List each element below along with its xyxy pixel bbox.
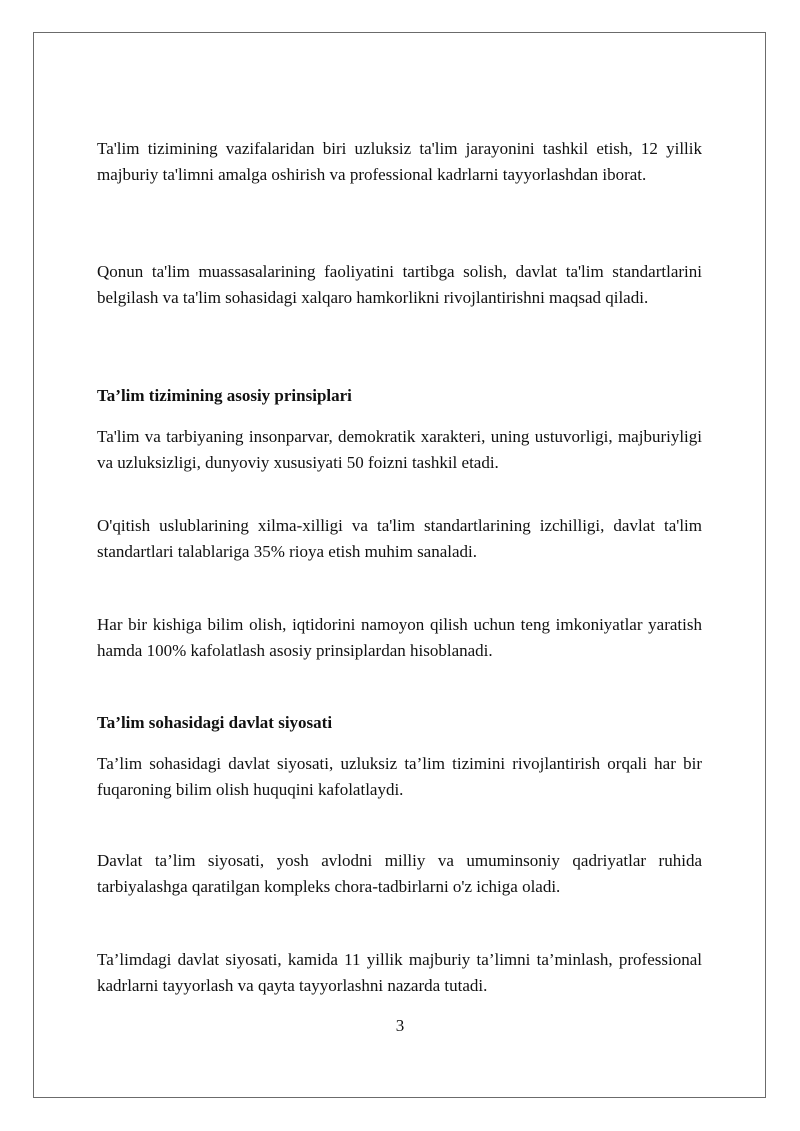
heading-principles: Ta’lim tizimining asosiy prinsiplari [97,386,352,405]
paragraph-policy-compulsory: Ta’limdagi davlat siyosati, kamida 11 yillik majburiy ta’limni ta’minlash, professional kadrlarni tayyorlash va qayta tayyorlashni nazarda tutadi. [97,950,702,995]
paragraph-policy-upbringing: Davlat ta’lim siyosati, yosh avlodni milliy va umuminsoniy qadriyatlar ruhida tarbiyalashga qaratilgan kompleks chora-tadbirlarni o'z ichiga oladi. [97,851,702,896]
paragraph-principle-equal-opportunity: Har bir kishiga bilim olish, iqtidorini namoyon qilish uchun teng imkoniyatlar yaratish hamda 100% kafolatlash asosiy prinsiplardan hisoblanadi. [97,615,702,660]
page-number: 3 [395,1016,405,1035]
paragraph-principle-humanistic: Ta'lim va tarbiyaning insonparvar, demokratik xarakteri, uning ustuvorligi, majburiyligi va uzluksizligi, dunyoviy xususiyati 50 foizni tashkil etadi. [97,427,702,472]
paragraph-policy-rights: Ta’lim sohasidagi davlat siyosati, uzluksiz ta’lim tizimini rivojlantirish orqali har bir fuqaroning bilim olish huquqini kafolatlaydi. [97,754,702,799]
heading-state-policy: Ta’lim sohasidagi davlat siyosati [97,713,333,732]
paragraph-education-system-tasks: Ta'lim tizimining vazifalaridan biri uzluksiz ta'lim jarayonini tashkil etish, 12 yillik majburiy ta'limni amalga oshirish va professional kadrlarni tayyorlashdan iborat. [97,139,702,184]
page-border [33,32,766,1098]
paragraph-law-goals: Qonun ta'lim muassasalarining faoliyatini tartibga solish, davlat ta'lim standartlarini belgilash va ta'lim sohasidagi xalqaro hamkorlikni rivojlantirishni maqsad qiladi. [97,262,702,307]
paragraph-principle-methods: O'qitish uslublarining xilma-xilligi va ta'lim standartlarining izchilligi, davlat ta'lim standartlari talablariga 35% rioya etish muhim sanaladi. [97,516,702,561]
